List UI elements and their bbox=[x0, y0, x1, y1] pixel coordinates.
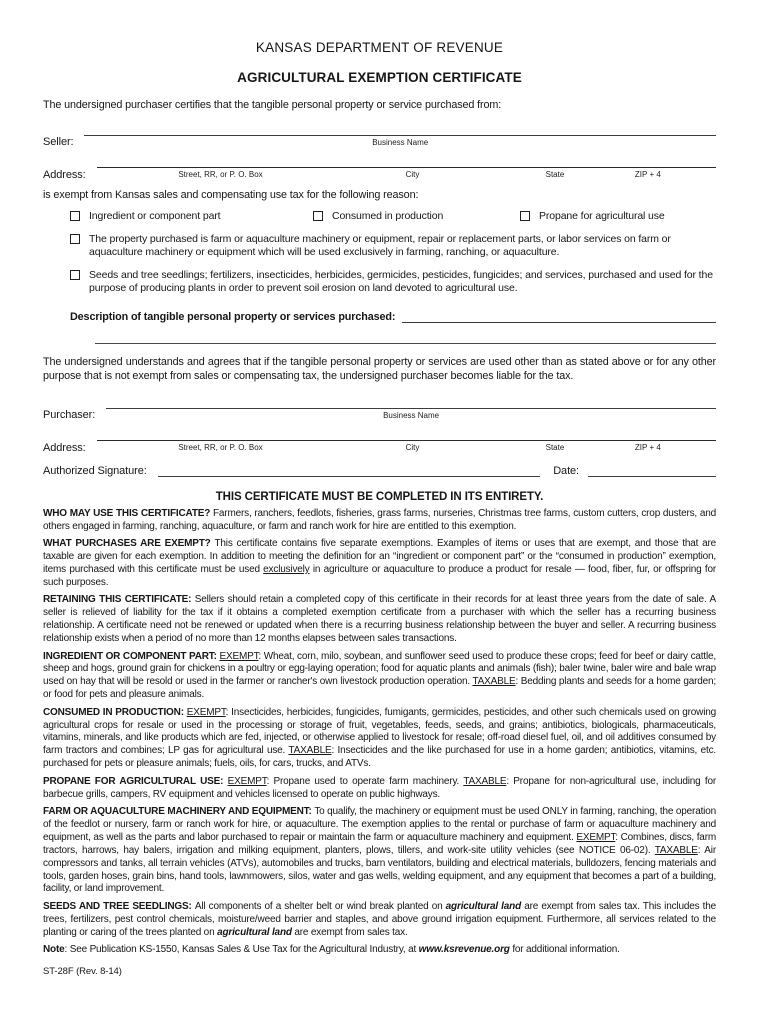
city-label: City bbox=[405, 442, 420, 452]
liability-statement: The undersigned understands and agrees that if the tangible personal property or services are used other than as stated above or for any other purpose that is not exempt from sales or compensating tax, the undersigned purchaser becomes liable for the tax. bbox=[43, 355, 716, 383]
street-label: Street, RR, or P. O. Box bbox=[178, 442, 263, 452]
signature-field bbox=[158, 463, 541, 477]
seller-address-sublabels bbox=[97, 170, 716, 181]
seller-business-name-label: Business Name bbox=[372, 138, 429, 147]
paragraph-retaining: RETAINING THIS CERTIFICATE: Sellers should retain a completed copy of this certificate in their records for at least three years from the date of sale. A seller is relieved of liability for the tax if it obtains a completed exemption certificate from a purchaser with which the seller has a recurring business relationship. A certificate need not be renewed or updated when there is a recurring business relationship between the buyer and seller. A recurring business relationship exists when a period of no more than 12 months elapses between sales transactions. bbox=[43, 594, 716, 645]
form-title: AGRICULTURAL EXEMPTION CERTIFICATE bbox=[237, 70, 522, 85]
checkbox-item-ingredient[interactable] bbox=[70, 210, 313, 224]
date-label: Date: bbox=[553, 464, 579, 477]
checkbox-icon[interactable] bbox=[520, 211, 530, 221]
purchaser-address-row bbox=[43, 427, 716, 454]
paragraph-consumed: CONSUMED IN PRODUCTION: EXEMPT: Insecticides, herbicides, fungicides, fumigants, germicides, pesticides, and other such chemicals used on growing agricultural crops for resale or used in the processing or storage of fruit, vegetables, feeds, seeds, and grains; antibiotics, biologicals, pharmaceuticals, vitamins, minerals, and like products which are fed, injected, or otherwise applied to livestock for resale; off-road diesel fuel, oil, and oil additives consumed by farm tractors and combines; LP gas for agricultural use. TAXABLE: Insecticides and the like purchased for use in a home garden; antibiotics, vitamins, etc. purchased for pets or pleasure animals; fuels, oils, for cars, trucks, and ATVs. bbox=[43, 706, 716, 770]
state-label: State bbox=[545, 442, 565, 452]
date-field bbox=[588, 463, 716, 477]
seller-address-field bbox=[97, 154, 716, 181]
paragraph-seeds: SEEDS AND TREE SEEDLINGS: All components of a shelter belt or wind break planted on agricultural land are exempt from sales tax. This includes the trees, fertilizers, pest control chemicals, moisture/weed barrier and staples, and above ground irrigation equipment. Furthermore, all services related to the planting or caring of the trees planted on agricultural land are exempt from sales tax. bbox=[43, 900, 717, 938]
checkbox-label: The property purchased is farm or aquaculture machinery or equipment, repair or replacement parts, or labor services on farm or aquaculture machinery or equipment which will be used exclusively in farming, ranching, or aquaculture. bbox=[89, 232, 671, 259]
purchaser-label: Purchaser: bbox=[43, 408, 96, 421]
checkbox-item-propane[interactable] bbox=[520, 210, 665, 224]
checkbox-icon[interactable] bbox=[70, 211, 80, 221]
checkbox-item-seeds[interactable] bbox=[43, 269, 716, 296]
checkbox-label: Seeds and tree seedlings; fertilizers, insecticides, herbicides, germicides, pesticides, fungicides; and services, purchased and used for the purpose of producing plants in order to prevent soil erosion on land devoted to agricultural use. bbox=[89, 268, 713, 295]
purchaser-address-sublabels bbox=[97, 443, 716, 454]
paragraph-who-may-use: WHO MAY USE THIS CERTIFICATE? Farmers, ranchers, feedlots, fisheries, grass farms, nurseries, Christmas tree farms, custom cutters, crop dusters, and others engaged in farming, ranching, aquaculture, or farm and ranch work for hire are entitled to this exemption. bbox=[43, 507, 716, 532]
description-row bbox=[43, 309, 716, 323]
purchaser-field bbox=[106, 395, 716, 421]
state-label: State bbox=[545, 170, 565, 179]
purchaser-address-label: Address: bbox=[43, 441, 86, 454]
checkbox-icon[interactable] bbox=[70, 234, 80, 244]
instructions-block bbox=[43, 508, 716, 957]
seller-address-label: Address: bbox=[43, 169, 86, 181]
zip-label: ZIP + 4 bbox=[634, 442, 661, 452]
street-label: Street, RR, or P. O. Box bbox=[178, 170, 263, 179]
description-label: Description of tangible personal property or services purchased: bbox=[70, 310, 396, 323]
checkbox-label: Propane for agricultural use bbox=[539, 210, 665, 222]
seller-address-row bbox=[43, 154, 716, 181]
checkbox-icon[interactable] bbox=[313, 211, 323, 221]
purchaser-address-field bbox=[97, 427, 716, 454]
description-continuation-line[interactable] bbox=[95, 323, 716, 344]
signature-row bbox=[43, 463, 716, 477]
description-input-line[interactable] bbox=[402, 309, 716, 323]
signature-input-line[interactable] bbox=[158, 463, 541, 477]
zip-label: ZIP + 4 bbox=[634, 170, 661, 179]
purchaser-business-name-label: Business Name bbox=[383, 410, 440, 420]
form-number: ST-28F (Rev. 8-14) bbox=[43, 965, 122, 977]
paragraph-note: Note: See Publication KS-1550, Kansas Sales & Use Tax for the Agricultural Industry, at www.ksrevenue.org for additional information. bbox=[43, 944, 620, 956]
paragraph-farm-machinery: FARM OR AQUACULTURE MACHINERY AND EQUIPMENT: To qualify, the machinery or equipment must be used ONLY in farming, ranching, the operation of the feedlot or nursery, farm or ranch work for hire, or aquaculture. The exemption applies to the rental or purchase of farm or aquaculture machinery and equipment, as well as the parts and labor purchased to repair or maintain the farm or aquaculture machinery and equipment. EXEMPT: Combines, discs, farm tractors, harrows, hay balers, irrigation and milking equipment, planters, plows, tillers, and work-site utility vehicles (see NOTICE 06-02). TAXABLE: Air compressors and tanks, all terrain vehicles (ATVs), automobiles and trucks, barn ventilators, building and electrical materials, bulldozers, fencing materials and tools, garden hoses, grain bins, hand tools, lawnmowers, silos, water and gas wells, welding equipment, and any equipment that becomes a part of a building, facility, or land improvement. bbox=[43, 806, 716, 895]
purchaser-input-line[interactable] bbox=[106, 395, 716, 409]
checkbox-icon[interactable] bbox=[70, 270, 80, 280]
paragraph-ingredient: INGREDIENT OR COMPONENT PART: EXEMPT: Wheat, corn, milo, soybean, and sunflower seed used to produce these crops; feed for beef or dairy cattle, sheep and hogs, ground grain for chickens in a poultry or egg-laying operation; food for aquatic plants and animals (fish); baler twine, baler wire and bale wrap used on hay that will be resold or used in the farmer or rancher's own livestock production operation. TAXABLE: Bedding plants and seeds for a home garden; or food for pets and pleasure animals. bbox=[43, 650, 717, 701]
seller-field bbox=[84, 122, 716, 148]
city-label: City bbox=[405, 170, 420, 179]
reason-intro: is exempt from Kansas sales and compensating use tax for the following reason: bbox=[43, 189, 419, 201]
description-field bbox=[402, 309, 716, 323]
checkbox-item-consumed[interactable] bbox=[313, 210, 520, 224]
paragraph-propane: PROPANE FOR AGRICULTURAL USE: EXEMPT: Propane used to operate farm machinery. TAXABLE: Propane for non-agricultural use, including for barbecue grills, campers, RV equipment and vehicles licensed to operate on public highways. bbox=[43, 775, 716, 800]
authorized-signature-label: Authorized Signature: bbox=[43, 464, 147, 477]
seller-address-input-line[interactable] bbox=[97, 154, 716, 168]
seller-label: Seller: bbox=[43, 136, 74, 148]
paragraph-what-purchases: WHAT PURCHASES ARE EXEMPT? This certificate contains five separate exemptions. Examples of items or uses that are exempt, and those that are taxable are given for each exemption. In addition to meeting the definition for an “ingredient or component part” or the “consumed in production” exemption, items purchased with this certificate must be used exclusively in agriculture or aquaculture to produce a product for resale — food, fiber, fur, or offspring for such purposes. bbox=[43, 538, 716, 588]
purchaser-address-input-line[interactable] bbox=[97, 427, 716, 441]
intro-text: The undersigned purchaser certifies that the tangible personal property or service purchased from: bbox=[43, 99, 502, 111]
checkbox-row-short-reasons bbox=[43, 210, 716, 224]
date-input-line[interactable] bbox=[588, 463, 716, 477]
checkbox-label: Consumed in production bbox=[332, 210, 444, 222]
purchaser-row bbox=[43, 395, 716, 421]
seller-input-line[interactable] bbox=[84, 122, 716, 136]
checkbox-label: Ingredient or component part bbox=[89, 210, 221, 222]
seller-row bbox=[43, 122, 716, 148]
agency-name: KANSAS DEPARTMENT OF REVENUE bbox=[255, 40, 504, 55]
entirety-heading: THIS CERTIFICATE MUST BE COMPLETED IN ITS ENTIRETY. bbox=[215, 490, 544, 503]
checkbox-item-machinery[interactable] bbox=[43, 233, 716, 260]
